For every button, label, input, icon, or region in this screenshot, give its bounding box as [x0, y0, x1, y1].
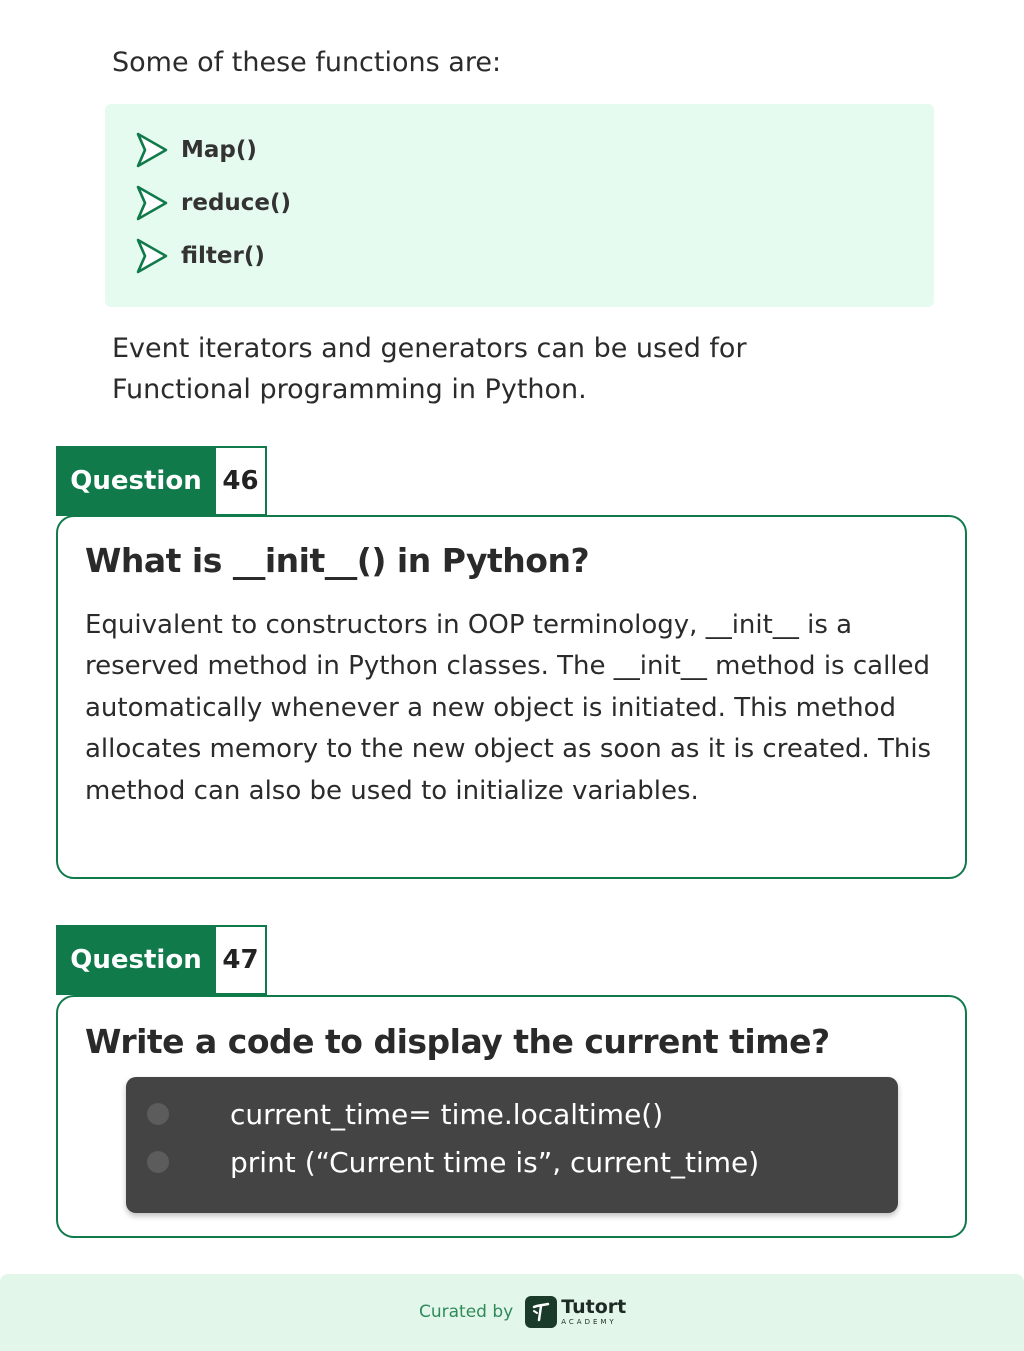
function-label: Map() [181, 137, 257, 163]
chevron-right-icon [135, 132, 169, 168]
intro-text: Some of these functions are: [112, 47, 502, 78]
question-title: What is __init__() in Python? [85, 541, 590, 580]
chevron-right-icon [135, 238, 169, 274]
question-title: Write a code to display the current time? [85, 1022, 830, 1061]
paragraph-line: Functional programming in Python. [112, 374, 587, 405]
question-number: 47 [216, 925, 267, 995]
brand-name: Tutort [561, 1296, 627, 1318]
question-label: Question [56, 446, 216, 516]
list-item [135, 183, 291, 223]
functions-list [105, 104, 934, 307]
bullet-dot-icon [147, 1151, 169, 1173]
chevron-right-icon [135, 185, 169, 221]
question-answer: Equivalent to constructors in OOP terminology, __init__ is a reserved method in Python classes. The __init__ method is called automatically whenever a new object is initiated. This method allocates memory to the new object as soon as it is created. This method can also be used to initialize variables. [85, 610, 932, 806]
tutort-logo-icon [525, 1296, 557, 1328]
list-item [135, 130, 257, 170]
question-47-card [56, 995, 967, 1238]
footer [0, 1274, 1024, 1351]
footer-credit [419, 1294, 626, 1330]
functional-programming-paragraph [112, 328, 932, 410]
code-line [126, 1092, 898, 1136]
paragraph-line: Event iterators and generators can be used for [112, 333, 747, 364]
question-number: 46 [216, 446, 267, 516]
question-47-tab [56, 925, 267, 995]
brand-sub: ACADEMY [561, 1318, 617, 1326]
curated-by-text: Curated by [419, 1302, 514, 1322]
bullet-dot-icon [147, 1103, 169, 1125]
function-label: filter() [181, 243, 265, 269]
question-46-tab [56, 446, 267, 516]
code-block [126, 1077, 898, 1213]
function-label: reduce() [181, 190, 292, 216]
question-46-card [56, 515, 967, 879]
question-label: Question [56, 925, 216, 995]
code-line [126, 1140, 898, 1184]
tutort-logo-text [561, 1298, 626, 1326]
list-item [135, 236, 265, 276]
code-text: print (“Current time is”, current_time) [230, 1145, 760, 1179]
code-text: current_time= time.localtime() [230, 1097, 664, 1131]
